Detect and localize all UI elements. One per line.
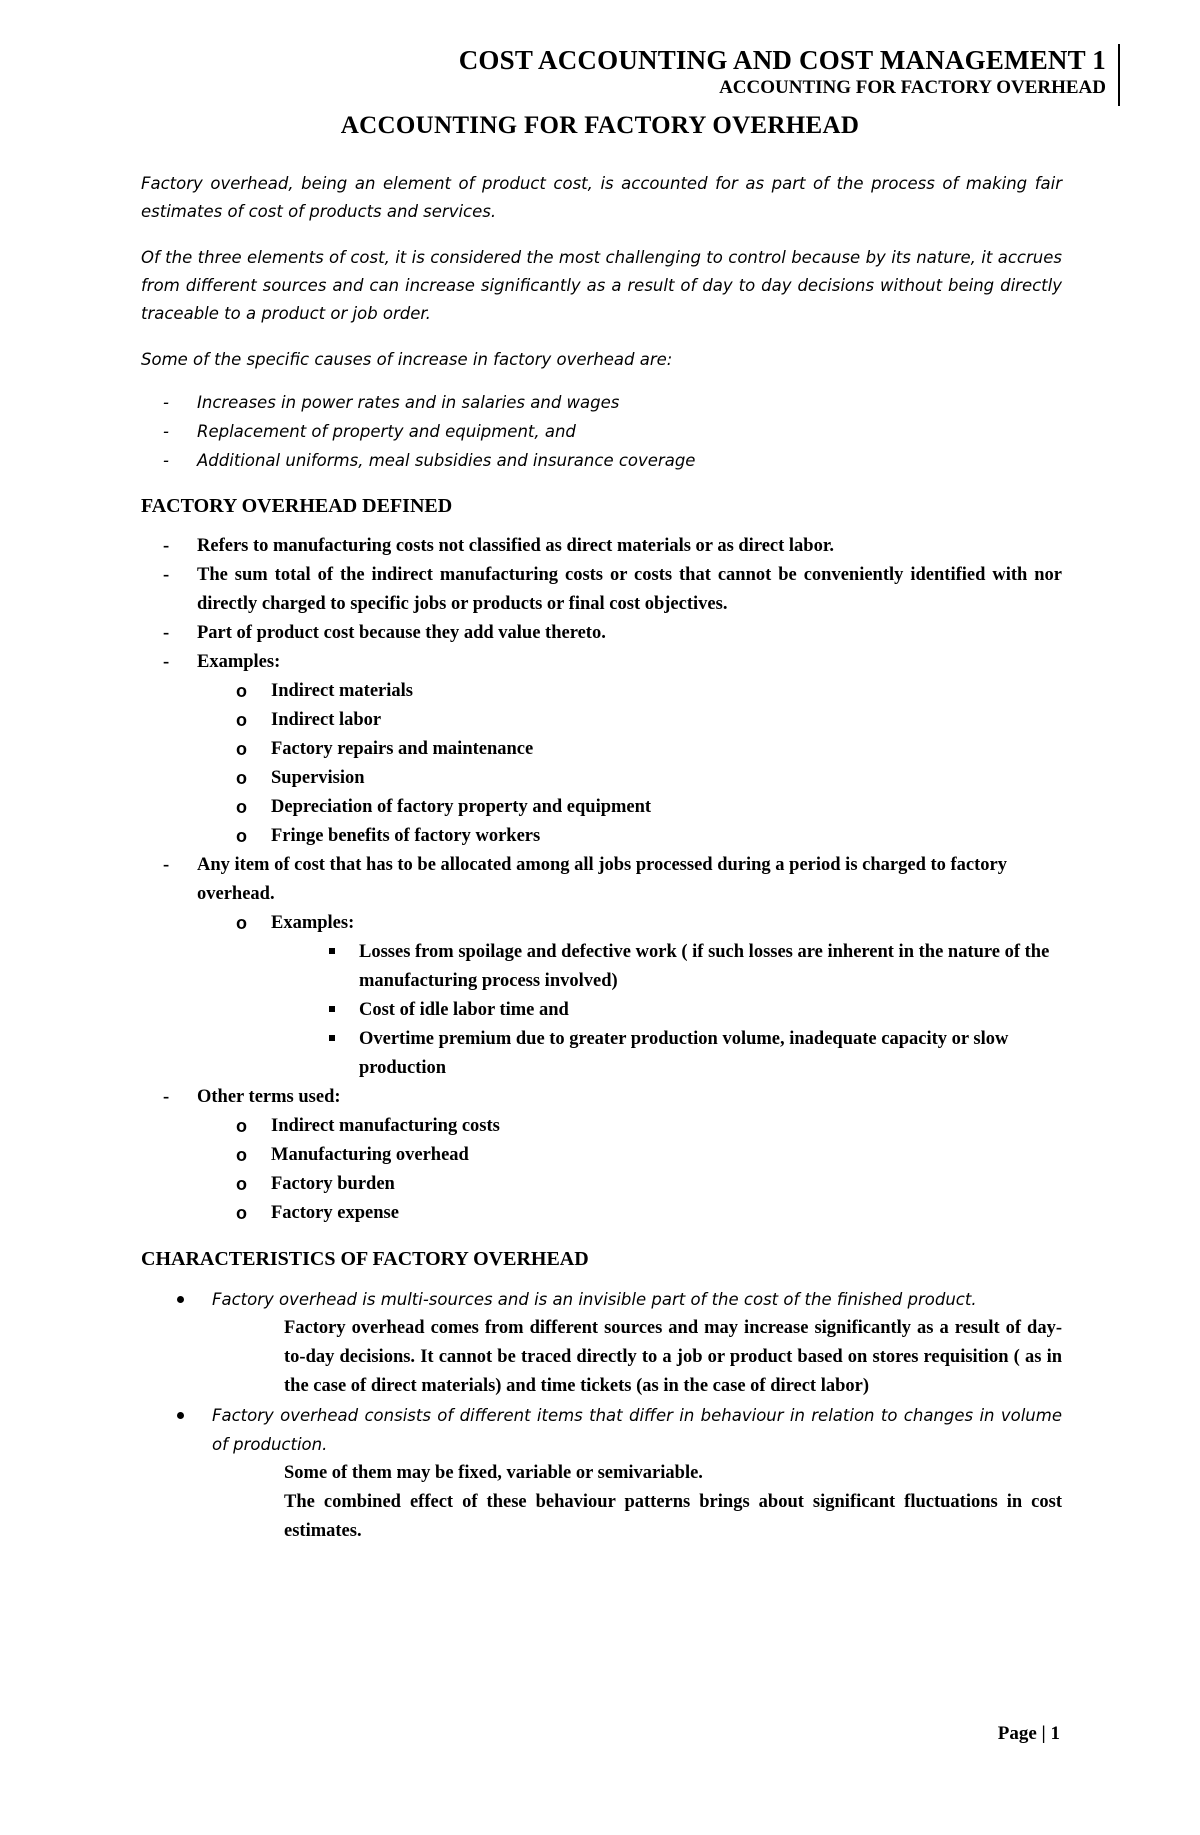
- section-heading-characteristics: CHARACTERISTICS OF FACTORY OVERHEAD: [141, 1248, 589, 1270]
- list-item: o Indirect manufacturing costs: [141, 1112, 1062, 1141]
- list-item: o Factory repairs and maintenance: [141, 735, 1062, 764]
- characteristic-body: Factory overhead comes from different sources and may increase significantly as a result of day-to-day decisions. It cannot be traced directly to a job or product based on stores requisition ( as in the case of direct materials) and time tickets (as in the case of direct labor): [284, 1318, 1062, 1396]
- list-item: [141, 1401, 1062, 1459]
- page-title: ACCOUNTING FOR FACTORY OVERHEAD: [340, 112, 860, 139]
- list-item: o Examples:: [141, 909, 1062, 938]
- defined-list: [141, 532, 1062, 677]
- characteristic-body: The combined effect of these behaviour patterns brings about significant fluctuations in cost estimates.: [284, 1492, 1062, 1541]
- list-item: - Replacement of property and equipment, and: [141, 417, 1062, 446]
- characteristic-body: Some of them may be fixed, variable or semivariable.: [284, 1463, 703, 1483]
- list-item: Cost of idle labor time and: [141, 996, 1062, 1025]
- list-item: o Indirect materials: [141, 677, 1062, 706]
- list-item: - Examples:: [141, 648, 1062, 677]
- characteristic-title: Factory overhead is multi-sources and is an invisible part of the cost of the finished product.: [212, 1290, 977, 1309]
- allocated-examples-list: [141, 938, 1062, 1083]
- list-item: - Other terms used:: [141, 1083, 1062, 1112]
- characteristics-list: [141, 1401, 1062, 1459]
- allocated-list: [141, 851, 1062, 909]
- other-terms-label-list: [141, 1083, 1062, 1112]
- header-topic: ACCOUNTING FOR FACTORY OVERHEAD: [719, 77, 1106, 98]
- list-item: - Part of product cost because they add value thereto.: [141, 619, 1062, 648]
- list-item: - The sum total of the indirect manufacturing costs or costs that cannot be conveniently identified with nor directly charged to specific jobs or products or final cost objectives.: [141, 561, 1062, 619]
- list-item: o Factory burden: [141, 1170, 1062, 1199]
- list-item: - Increases in power rates and in salaries and wages: [141, 388, 1062, 417]
- list-item: o Supervision: [141, 764, 1062, 793]
- examples-list: [141, 677, 1062, 851]
- other-terms-list: [141, 1112, 1062, 1228]
- intro-paragraph-1: Factory overhead, being an element of product cost, is accounted for as part of the process of making fair estimates of cost of products and services.: [141, 174, 1062, 221]
- intro-paragraph-3: Some of the specific causes of increase in factory overhead are:: [141, 350, 673, 369]
- list-item: Overtime premium due to greater production volume, inadequate capacity or slow production: [141, 1025, 1062, 1083]
- document-body: [141, 170, 1062, 1546]
- running-header: [459, 44, 1120, 106]
- characteristics-list: [141, 1285, 1062, 1314]
- header-course-title: COST ACCOUNTING AND COST MANAGEMENT 1: [458, 45, 1106, 75]
- list-item: o Factory expense: [141, 1199, 1062, 1228]
- list-item: o Fringe benefits of factory workers: [141, 822, 1062, 851]
- page-number: Page | 1: [997, 1723, 1060, 1744]
- list-item: o Indirect labor: [141, 706, 1062, 735]
- section-heading-defined: FACTORY OVERHEAD DEFINED: [141, 495, 453, 517]
- list-item: - Additional uniforms, meal subsidies and insurance coverage: [141, 446, 1062, 475]
- list-item: [141, 1285, 1062, 1314]
- allocated-examples-label-list: [141, 909, 1062, 938]
- list-item: - Any item of cost that has to be allocated among all jobs processed during a period is charged to factory overhead.: [141, 851, 1062, 909]
- list-item: o Depreciation of factory property and equipment: [141, 793, 1062, 822]
- intro-paragraph-2: Of the three elements of cost, it is considered the most challenging to control because by its nature, it accrues from different sources and can increase significantly as a result of day to day decisions without being directly traceable to a product or job order.: [141, 248, 1062, 323]
- causes-list: [141, 388, 1062, 475]
- characteristic-title: Factory overhead consists of different items that differ in behaviour in relation to changes in volume of production.: [212, 1406, 1062, 1454]
- list-item: - Refers to manufacturing costs not classified as direct materials or as direct labor.: [141, 532, 1062, 561]
- list-item: Losses from spoilage and defective work ( if such losses are inherent in the nature of the manufacturing process involved): [141, 938, 1062, 996]
- list-item: o Manufacturing overhead: [141, 1141, 1062, 1170]
